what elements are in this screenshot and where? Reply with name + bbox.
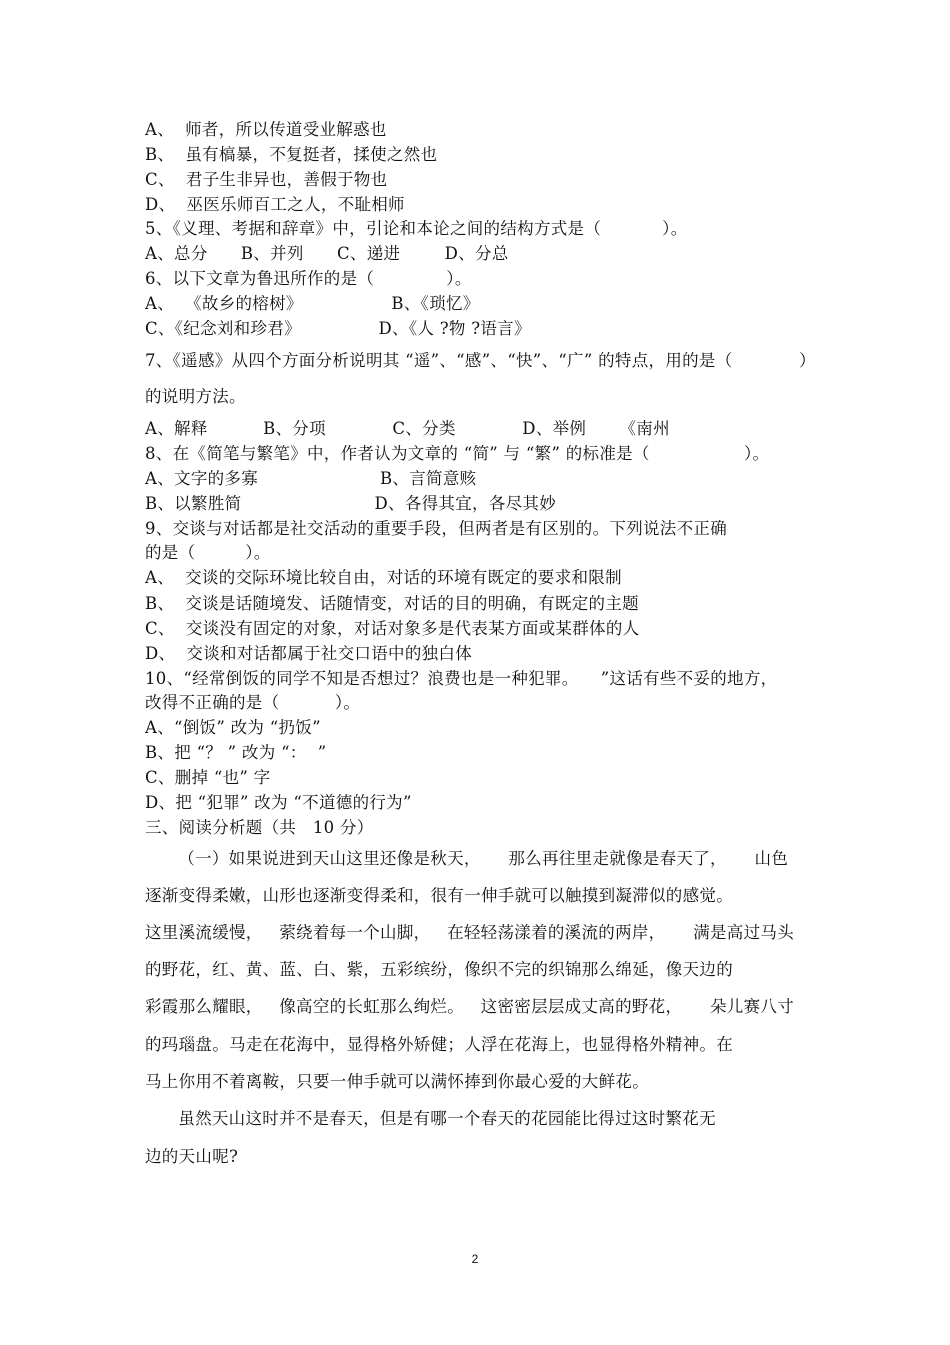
q8-options-row1: A、文字的多寡 B、言简意赅 — [145, 469, 477, 488]
q10-stem-line1: 10、“经常倒饭的同学不知是否想过？浪费也是一种犯罪。 ”这话有些不妥的地方， — [145, 669, 778, 688]
q4-option-a: A、 师者，所以传道受业解惑也 — [145, 120, 387, 139]
q6-stem: 6、以下文章为鲁迅所作的是（ ）。 — [145, 269, 472, 288]
page-number: 2 — [471, 1252, 479, 1266]
passage-line: 边的天山呢? — [145, 1147, 239, 1166]
q7-stem-line1: 7、《遥感》从四个方面分析说明其 “遥”、“感”、“快”、“广” 的特点，用的是（ ） — [145, 351, 816, 370]
q9-option-c: C、 交谈没有固定的对象，对话对象多是代表某方面或某群体的人 — [145, 619, 640, 638]
q6-options-row2: C、《纪念刘和珍君》 D、《人 ?物 ?语言》 — [145, 319, 531, 338]
passage-line: （一）如果说进到天山这里还像是秋天， 那么再往里走就像是春天了， 山色 — [145, 849, 789, 868]
q8-options-row2: B、以繁胜简 D、各得其宜，各尽其妙 — [145, 494, 557, 513]
q10-stem-line2: 改得不正确的是（ ）。 — [145, 693, 361, 712]
q10-option-c: C、删掉 “也” 字 — [145, 768, 271, 787]
q9-option-a: A、 交谈的交际环境比较自由，对话的环境有既定的要求和限制 — [145, 568, 622, 587]
q10-option-b: B、把 “？ ” 改为 “： ” — [145, 743, 327, 762]
q4-option-d: D、 巫医乐师百工之人，不耻相师 — [145, 195, 405, 214]
q7-stem-line2: 的说明方法。 — [145, 387, 246, 406]
q5-stem: 5、《义理、考据和辞章》中，引论和本论之间的结构方式是（ ）。 — [145, 219, 688, 238]
passage-line: 彩霞那么耀眼， 像高空的长虹那么绚烂。 这密密层层成丈高的野花， 朵儿赛八寸 — [145, 997, 794, 1016]
section-3-title: 三、阅读分析题（共 10 分） — [145, 818, 374, 837]
q6-options-row1: A、 《故乡的榕树》 B、《琐忆》 — [145, 294, 480, 313]
q9-option-d: D、 交谈和对话都属于社交口语中的独白体 — [145, 644, 473, 663]
passage-line: 的野花，红、黄、蓝、白、紫，五彩缤纷，像织不完的织锦那么绵延，像天边的 — [145, 960, 733, 979]
passage-line: 虽然天山这时并不是春天，但是有哪一个春天的花园能比得过这时繁花无 — [145, 1109, 716, 1128]
q10-option-a: A、“倒饭” 改为 “扔饭” — [145, 718, 321, 737]
q8-stem: 8、在《简笔与繁笔》中，作者认为文章的 “简” 与 “繁” 的标准是（ ）。 — [145, 444, 770, 463]
q9-stem-line2: 的是（ ）。 — [145, 543, 271, 562]
passage-line: 这里溪流缓慢， 萦绕着每一个山脚， 在轻轻荡漾着的溪流的两岸， 满是高过马头 — [145, 923, 794, 942]
passage-line: 马上你用不着离鞍，只要一伸手就可以满怀捧到你最心爱的大鲜花。 — [145, 1072, 649, 1091]
q9-option-b: B、 交谈是话随境发、话随情变，对话的目的明确，有既定的主题 — [145, 594, 639, 613]
q4-option-b: B、 虽有槁暴，不复挺者，揉使之然也 — [145, 145, 438, 164]
passage-line: 的玛瑙盘。马走在花海中，显得格外矫健；人浮在花海上，也显得格外精神。在 — [145, 1035, 733, 1054]
q7-options: A、解释 B、分项 C、分类 D、举例 《南州 — [145, 419, 670, 438]
q5-options: A、总分 B、并列 C、递进 D、分总 — [145, 244, 509, 263]
passage-line: 逐渐变得柔嫩，山形也逐渐变得柔和，很有一伸手就可以触摸到凝滞似的感觉。 — [145, 886, 733, 905]
q4-option-c: C、 君子生非异也，善假于物也 — [145, 170, 388, 189]
q10-option-d: D、把 “犯罪” 改为 “不道德的行为” — [145, 793, 412, 812]
q9-stem-line1: 9、交谈与对话都是社交活动的重要手段，但两者是有区别的。下列说法不正确 — [145, 519, 727, 538]
